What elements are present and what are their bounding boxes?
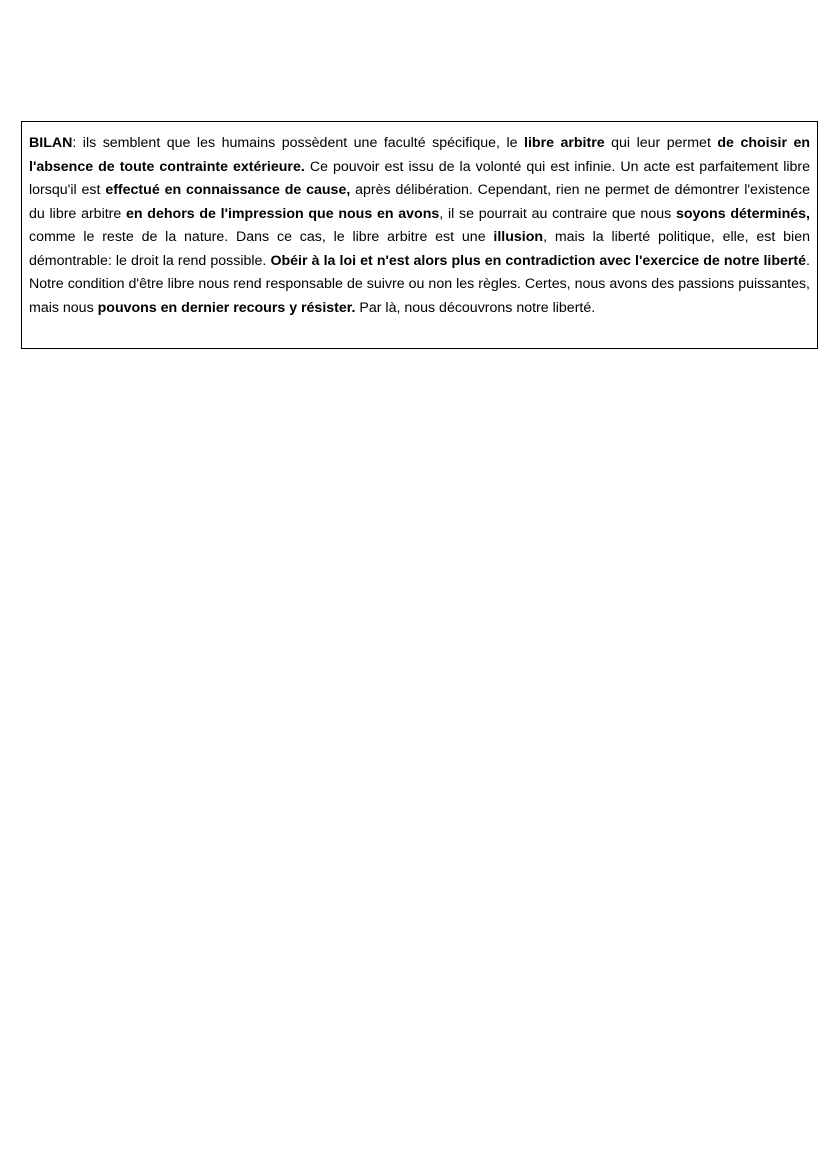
text-segment: , mais la liberté politique, elle, est bien démontrable: le droit la rend possible. [29, 229, 810, 269]
text-segment: Par là, nous découvrons notre liberté. [355, 299, 596, 316]
text-segment: , il se pourrait au contraire que nous [439, 205, 676, 222]
bilan-paragraph [29, 132, 810, 320]
bilan-heading: BILAN [29, 135, 73, 151]
key-term: soyons déterminés, [675, 205, 810, 222]
bilan-summary-box [21, 121, 818, 349]
key-term: en dehors de l'impression que nous en avons [126, 205, 440, 222]
key-term: illusion [493, 229, 544, 245]
key-term: libre arbitre [524, 135, 605, 151]
text-segment: Ce pouvoir est issu de la volonté qui est infinie. Un acte est parfaitement libre lorsqu'il est [29, 158, 810, 198]
text-segment: : ils semblent que les humains possèdent une faculté spécifique, le [72, 135, 525, 151]
text-segment: . Notre condition d'être libre nous rend responsable de suivre ou non les règles. Certes, nous avons des passions puissantes, mais nous [29, 252, 810, 316]
key-term: pouvons en dernier recours y résister. [97, 299, 356, 316]
key-term: effectué en connaissance de cause, [105, 182, 351, 198]
text-segment: comme le reste de la nature. Dans ce cas, le libre arbitre est une [29, 229, 494, 245]
text-segment: qui leur permet [604, 135, 718, 151]
key-term: Obéir à la loi et n'est alors plus en contradiction avec l'exercice de notre liberté [270, 252, 807, 269]
key-term: de choisir en l'absence de toute contrainte extérieure. [29, 135, 811, 175]
text-segment: après délibération. Cependant, rien ne permet de démontrer l'existence du libre arbitre [29, 182, 810, 222]
